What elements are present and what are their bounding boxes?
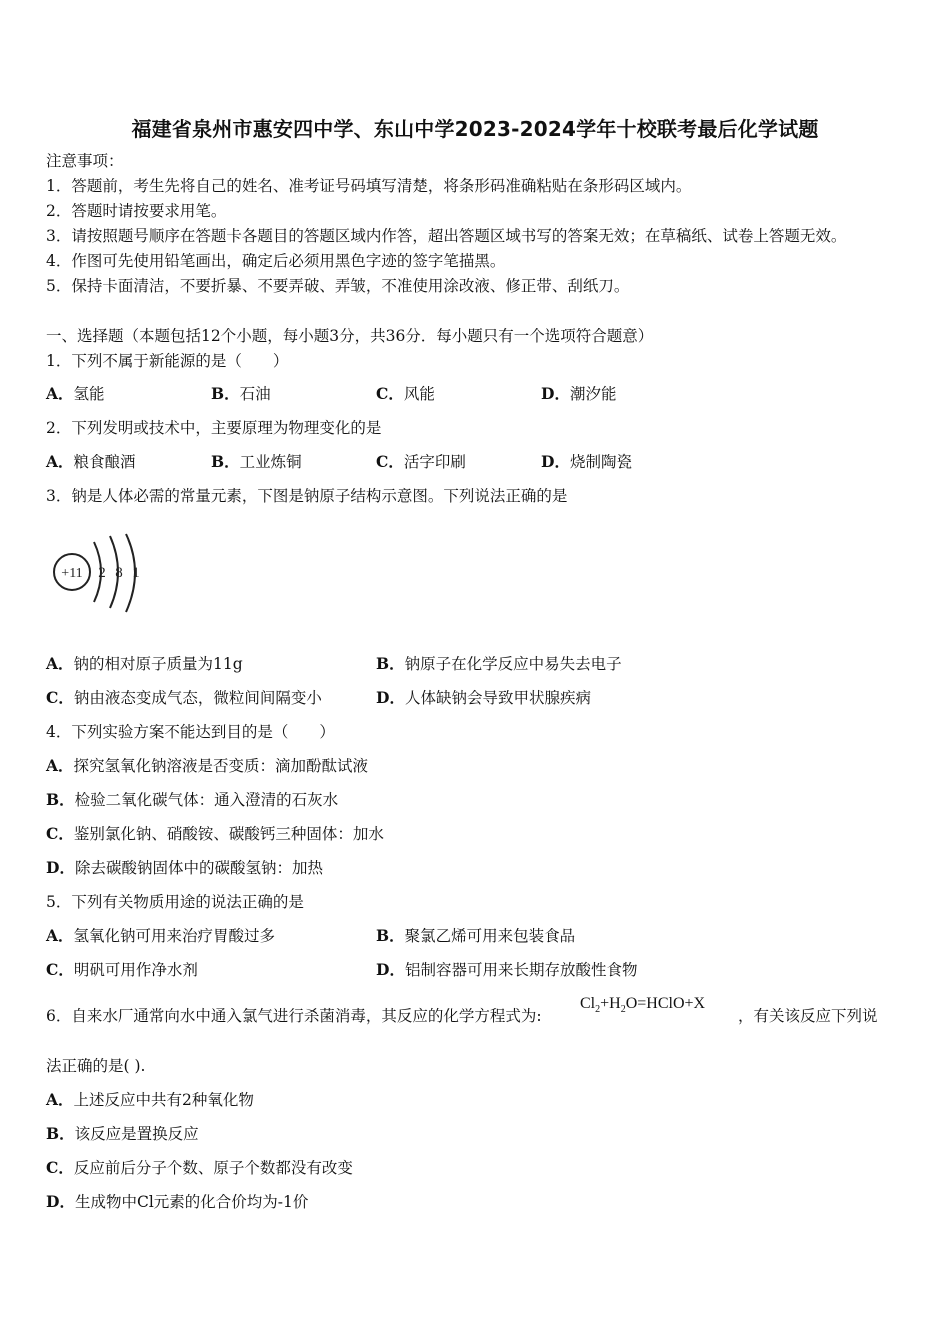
option-label: C． (46, 824, 74, 843)
option-c (46, 960, 198, 980)
option-b (46, 790, 338, 810)
notice-item: 1．答题前，考生先将自己的姓名、准考证号码填写清楚，将条形码准确粘贴在条形码区域内。 (46, 177, 692, 195)
option-label: B． (46, 790, 75, 809)
option-label: A． (46, 756, 74, 775)
option-b (211, 452, 302, 472)
option-label: D． (541, 452, 570, 471)
question-stem: 2．下列发明或技术中，主要原理为物理变化的是 (46, 419, 382, 437)
option-text: 钠的相对原子质量为11g (73, 655, 243, 673)
option-text: 烧制陶瓷 (569, 453, 632, 471)
option-text: 反应前后分子个数、原子个数都没有改变 (73, 1159, 353, 1177)
option-text: 氢能 (73, 385, 105, 403)
option-label: C． (376, 384, 404, 403)
option-text: 除去碳酸钠固体中的碳酸氢钠：加热 (74, 859, 323, 877)
page-title: 福建省泉州市惠安四中学、东山中学2023-2024学年十校联考最后化学试题 (131, 117, 819, 141)
option-text: 风能 (403, 385, 435, 403)
option-d (541, 384, 616, 404)
option-label: A． (46, 926, 74, 945)
notice-item: 5．保持卡面清洁，不要折暴、不要弄破、弄皱，不准使用涂改液、修正带、刮纸刀。 (46, 277, 630, 295)
option-text: 钠由液态变成气态，微粒间间隔变小 (73, 689, 322, 707)
notice-item: 4．作图可先使用铅笔画出，确定后必须用黑色字迹的签字笔描黑。 (46, 252, 506, 270)
option-d (541, 452, 632, 472)
option-a (46, 756, 368, 776)
option-d (46, 1192, 308, 1212)
option-text: 粮食酿酒 (73, 453, 136, 471)
option-b (46, 1124, 199, 1144)
option-b (376, 654, 622, 674)
option-label: A． (46, 384, 74, 403)
option-text: 潮汐能 (569, 385, 617, 403)
nucleus-label: +11 (61, 566, 83, 581)
option-c (46, 824, 384, 844)
shell-electrons-1: 2 (98, 565, 106, 581)
option-label: C． (46, 688, 74, 707)
option-c (376, 384, 435, 404)
option-d (376, 960, 637, 980)
option-label: A． (46, 1090, 74, 1109)
option-text: 氢氧化钠可用来治疗胃酸过多 (73, 927, 276, 945)
option-c (46, 688, 322, 708)
question-stem: 1．下列不属于新能源的是（ ） (46, 352, 289, 370)
option-text: 生成物中Cl元素的化合价均为-1价 (74, 1193, 309, 1211)
option-label: C． (46, 1158, 74, 1177)
question-stem: 5．下列有关物质用途的说法正确的是 (46, 893, 304, 911)
option-a (46, 926, 275, 946)
option-label: D． (376, 960, 405, 979)
option-text: 该反应是置换反应 (74, 1125, 199, 1143)
option-text: 铝制容器可用来长期存放酸性食物 (404, 961, 638, 979)
option-label: B． (211, 384, 240, 403)
option-label: B． (46, 1124, 75, 1143)
eq-h: +H (600, 995, 621, 1012)
section-heading: 一、选择题（本题包括12个小题，每小题3分，共36分．每小题只有一个选项符合题意） (46, 327, 654, 345)
option-text: 上述反应中共有2种氧化物 (73, 1091, 254, 1109)
question-stem: 3．钠是人体必需的常量元素，下图是钠原子结构示意图。下列说法正确的是 (46, 487, 568, 505)
shell-electrons-3: 1 (132, 565, 140, 581)
question-stem: 4．下列实验方案不能达到目的是（ ） (46, 723, 335, 741)
option-text: 石油 (239, 385, 271, 403)
sodium-atom-diagram (44, 530, 148, 618)
option-text: 明矾可用作净水剂 (73, 961, 198, 979)
option-label: D． (46, 858, 75, 877)
option-label: C． (46, 960, 74, 979)
option-b (376, 926, 575, 946)
option-d (46, 858, 323, 878)
option-text: 鉴别氯化钠、硝酸铵、碳酸钙三种固体：加水 (73, 825, 384, 843)
notice-heading: 注意事项： (46, 152, 124, 170)
option-label: A． (46, 452, 74, 471)
option-text: 聚氯乙烯可用来包装食品 (404, 927, 576, 945)
option-text: 钠原子在化学反应中易失去电子 (404, 655, 622, 673)
option-label: B． (376, 926, 405, 945)
option-a (46, 654, 243, 674)
option-label: C． (376, 452, 404, 471)
question-stem-cont: 法正确的是( ). (46, 1057, 146, 1075)
chemical-equation (580, 995, 705, 1015)
option-label: A． (46, 654, 74, 673)
option-text: 探究氢氧化钠溶液是否变质：滴加酚酞试液 (73, 757, 369, 775)
notice-item: 3．请按照题号顺序在答题卡各题目的答题区域内作答，超出答题区域书写的答案无效；在草稿纸、试卷上答题无效。 (46, 227, 847, 245)
option-a (46, 1090, 254, 1110)
option-text: 工业炼铜 (239, 453, 302, 471)
option-d (376, 688, 591, 708)
option-text: 活字印刷 (403, 453, 466, 471)
eq-sub: 2 (620, 1004, 626, 1016)
option-label: D． (376, 688, 405, 707)
option-label: D． (46, 1192, 75, 1211)
option-text: 检验二氧化碳气体：通入澄清的石灰水 (74, 791, 339, 809)
option-a (46, 384, 105, 404)
question-stem-tail: ，有关该反应下列说 (738, 1007, 878, 1025)
option-c (376, 452, 466, 472)
eq-sub: 2 (595, 1004, 601, 1016)
option-label: B． (211, 452, 240, 471)
option-b (211, 384, 271, 404)
eq-cl: Cl (580, 995, 596, 1012)
option-label: B． (376, 654, 405, 673)
option-label: D． (541, 384, 570, 403)
option-a (46, 452, 136, 472)
shell-electrons-2: 8 (115, 565, 123, 581)
notice-item: 2．答题时请按要求用笔。 (46, 202, 227, 220)
question-stem: 6．自来水厂通常向水中通入氯气进行杀菌消毒，其反应的化学方程式为: (46, 1007, 542, 1025)
option-text: 人体缺钠会导致甲状腺疾病 (404, 689, 591, 707)
option-c (46, 1158, 353, 1178)
eq-rest: O=HClO+X (625, 995, 706, 1012)
